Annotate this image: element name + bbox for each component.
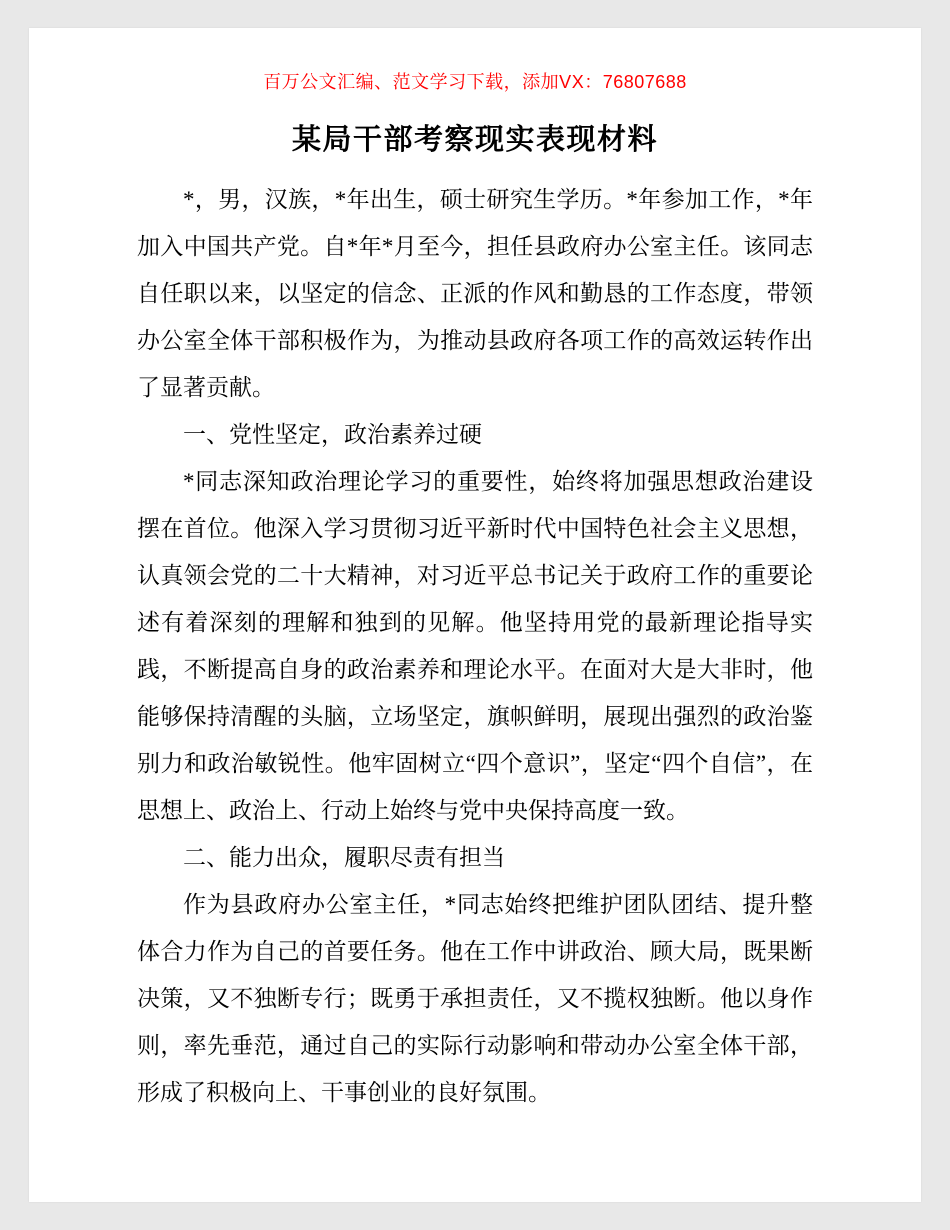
body-paragraph: *，男，汉族，*年出生，硕士研究生学历。*年参加工作，*年加入中国共产党。自*年*月至今，担任县政府办公室主任。该同志自任职以来，以坚定的信念、正派的作风和勤恳的工作态度，带领办公室全体干部积极作为，为推动县政府各项工作的高效运转作出了显著贡献。 bbox=[137, 186, 813, 400]
section-heading: 二、能力出众，履职尽责有担当 bbox=[183, 844, 505, 870]
body-paragraph: 作为县政府办公室主任，*同志始终把维护团队团结、提升整体合力作为自己的首要任务。他在工作中讲政治、顾大局，既果断决策，又不独断专行；既勇于承担责任，又不揽权独断。他以身作则，率先垂范，通过自己的实际行动影响和带动办公室全体干部，形成了积极向上、干事创业的良好氛围。 bbox=[137, 891, 813, 1105]
document-page bbox=[29, 28, 921, 1202]
body-paragraph: *同志深知政治理论学习的重要性，始终将加强思想政治建设摆在首位。他深入学习贯彻习近平新时代中国特色社会主义思想，认真领会党的二十大精神，对习近平总书记关于政府工作的重要论述有着深刻的理解和独到的见解。他坚持用党的最新理论指导实践，不断提高自身的政治素养和理论水平。在面对大是大非时，他能够保持清醒的头脑，立场坚定，旗帜鲜明，展现出强烈的政治鉴别力和政治敏锐性。他牢固树立“四个意识”，坚定“四个自信”，在思想上、政治上、行动上始终与党中央保持高度一致。 bbox=[137, 468, 813, 823]
document-body bbox=[137, 176, 813, 1116]
section-heading: 一、党性坚定，政治素养过硬 bbox=[183, 421, 482, 447]
document-title: 某局干部考察现实表现材料 bbox=[291, 124, 658, 156]
promo-notice-text: 百万公文汇编、范文学习下载，添加VX：76807688 bbox=[263, 72, 687, 92]
